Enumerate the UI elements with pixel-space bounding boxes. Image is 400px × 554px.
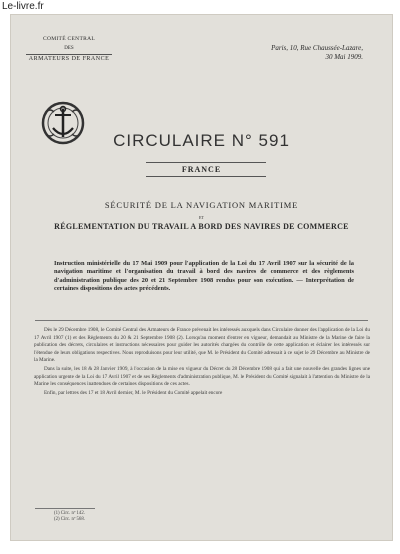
section-separator xyxy=(35,320,368,321)
footnote: (2) Circ. nº 568. xyxy=(54,517,85,522)
document-page xyxy=(10,14,393,541)
place-date xyxy=(271,44,363,62)
divider-top xyxy=(146,162,266,163)
body-paragraph: Enfin, par lettres des 17 et 18 Avril dernier, M. le Président du Comité appelait encore xyxy=(44,389,223,396)
footnotes xyxy=(54,511,85,523)
heading-safety: SÉCURITÉ DE LA NAVIGATION MARITIME xyxy=(104,200,299,210)
place-line: Paris, 10, Rue Chaussée-Lazare, xyxy=(271,44,363,52)
footnote-rule xyxy=(35,508,95,509)
date-line: 30 Mai 1909. xyxy=(325,53,363,61)
org-line-3: ARMATEURS DE FRANCE xyxy=(26,54,112,62)
heading-regulation: RÉGLEMENTATION DU TRAVAIL A BORD DES NAVIRES DE COMMERCE xyxy=(54,222,349,231)
org-line-1: COMITÉ CENTRAL xyxy=(42,36,96,42)
circular-title: CIRCULAIRE N° 591 xyxy=(113,131,290,150)
country-label: FRANCE xyxy=(181,165,222,174)
instruction-summary: Instruction ministérielle du 17 Mai 1909 pour l'application de la Loi du 17 Avril 1907 sur la sécurité de la navigation maritime et l'organisation du travail à bord des navires de commerce et des règlements d'administration publique des 20 et 21 Septembre 1908 rendus pour son exécution. — Interprétation de certaines dispositions des actes précédents. xyxy=(54,260,354,293)
body-text xyxy=(34,327,370,398)
divider-bottom xyxy=(146,176,266,177)
seller-watermark: Le-livre.fr xyxy=(0,0,48,14)
body-paragraph: Dès le 29 Décembre 1908, le Comité Central des Armateurs de France prévenait les intéressés auxquels dans Circulaire donner des l'application de la Loi du 17 Avril 1907 (1) et des Règlements du 20 & 21 Septembre 1908 (2). Lorsqu'au moment d'entrer en vigueur, demandait au Ministre de la Marine de faire la publication des décrets, circulaires et instructions nécessaires pour guider les autorités chargées du contrôle de cette application et éclairer les intéressés sur l'étendue de leurs obligations respectives. Nous reproduisons pour leur utilité, que M. le Président du Comité adressait à ce sujet le 29 Décembre au Ministre de la Marine. xyxy=(34,327,370,364)
body-paragraph: Dans la suite, les 18 & 28 Janvier 1909, à l'occasion de la mise en vigueur du Décret du 28 Décembre 1908 qui a fait une nouvelle des grandes lignes une application urgente de la Loi du 17 Avril 1907 et de ses Règlements d'administration publique, M. le Président du Comité signalait à l'attention du Ministre de la Marine les conséquences inattendues de certaines dispositions de ces actes. xyxy=(34,365,370,388)
heading-conjunction: ET xyxy=(199,215,204,220)
org-line-2: DES xyxy=(64,46,74,51)
footnote: (1) Circ. nº 142. xyxy=(54,511,85,516)
organization-block xyxy=(26,36,112,62)
